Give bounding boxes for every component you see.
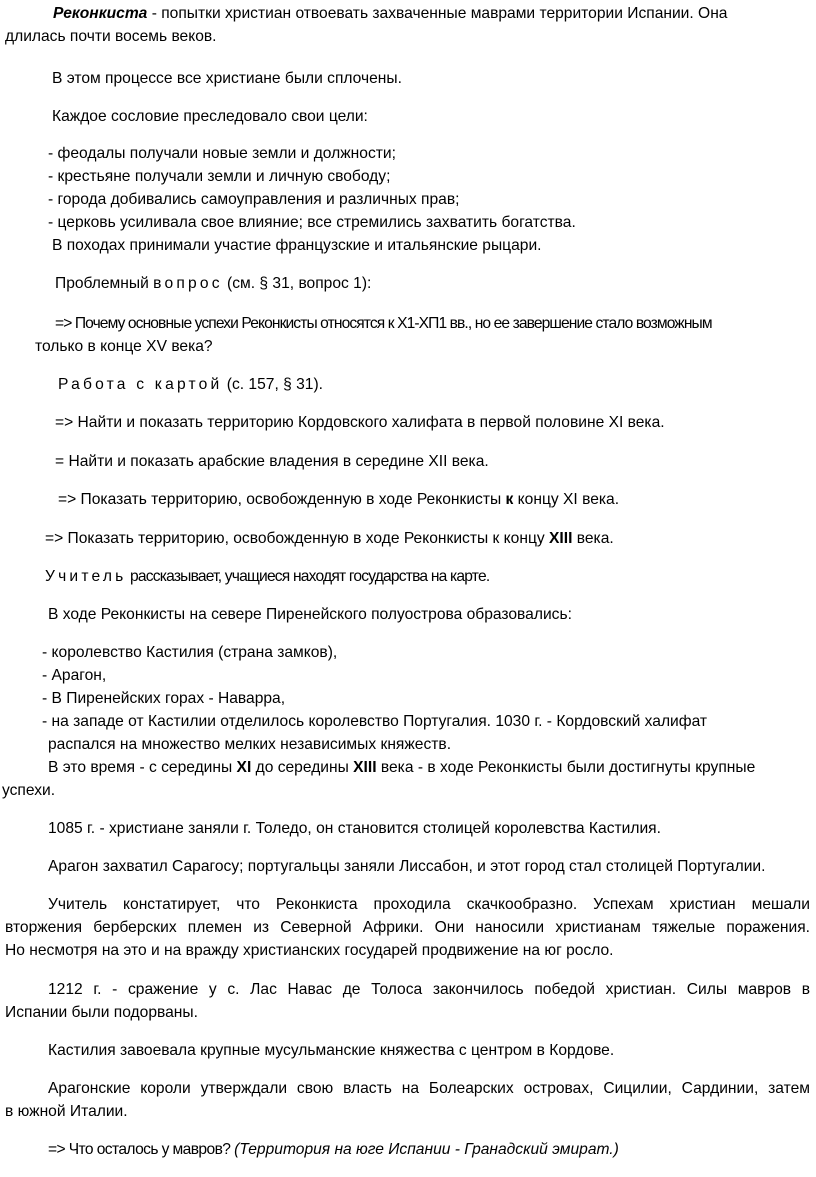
task-xi-pre: => Показать территорию, освобожденную в ходе Реконкисты bbox=[58, 491, 506, 508]
definition-text: - попытки христиан отвоевать захваченные маврами территории Испании. Она bbox=[147, 5, 728, 22]
goal-cities: - города добивались самоуправления и различных прав; bbox=[48, 191, 460, 208]
battle-line2: Испании были подорваны. bbox=[5, 1004, 198, 1021]
map-work-spaced: Работа с картой bbox=[58, 376, 223, 393]
final-question bbox=[48, 1139, 810, 1161]
teacher-spaced: Учитель bbox=[45, 568, 127, 585]
task-xiii-post: века. bbox=[572, 530, 614, 547]
question-line2: только в конце XV века? bbox=[35, 338, 213, 355]
period-xi: XI bbox=[236, 759, 252, 776]
aragon-line: Арагон захватил Сарагосу; португальцы заняли Лиссабон, и этот город стал столицей Португалии. bbox=[48, 858, 766, 875]
teacher-line bbox=[45, 566, 810, 588]
task-xiii bbox=[45, 528, 810, 550]
teacher2-line2: вторжения берберских племен из Северной Африки. Они наносили христианам тяжелые поражения. bbox=[5, 919, 810, 936]
battle-line1: 1212 г. - сражение у с. Лас Навас де Толоса закончилось победой христиан. Силы мавров в bbox=[48, 981, 810, 998]
aragon-kings-line1: Арагонские короли утверждали свою власть на Болеарских островах, Сицилии, Сардинии, затем bbox=[48, 1080, 810, 1097]
final-answer: (Территория на юге Испании - Гранадский эмират.) bbox=[234, 1141, 619, 1158]
period-post: века - в ходе Реконкисты были достигнуты крупные bbox=[376, 759, 756, 776]
final-q: => Что осталось у мавров? bbox=[48, 1141, 235, 1158]
unity-line: В этом процессе все христиане были сплочены. bbox=[52, 70, 402, 87]
map-work-heading bbox=[58, 374, 810, 396]
problem-lead: Проблемный bbox=[55, 275, 154, 292]
period-pre: В это время - с середины bbox=[48, 759, 237, 776]
task-xiii-pre: => Показать территорию, освобожденную в ходе Реконкисты к концу bbox=[45, 530, 550, 547]
castile-line: Кастилия завоевала крупные мусульманские княжества с центром в Кордове. bbox=[48, 1042, 615, 1059]
teacher2-line1: Учитель констатирует, что Реконкиста проходила скачкообразно. Успехам христиан мешали bbox=[48, 896, 810, 913]
kingdoms-intro: В ходе Реконкисты на севере Пиренейского полуострова образовались: bbox=[48, 606, 572, 623]
definition-line2: длилась почти восемь веков. bbox=[5, 28, 217, 45]
map-work-rest: (с. 157, § 31). bbox=[222, 376, 323, 393]
period-mid: до середины bbox=[251, 759, 354, 776]
goal-church: - церковь усиливала свое влияние; все стремились захватить богатства. bbox=[48, 214, 576, 231]
task-xi bbox=[58, 489, 810, 511]
task-cordoba: => Найти и показать территорию Кордовского халифата в первой половине XI века. bbox=[55, 414, 665, 431]
problem-question-heading bbox=[55, 273, 810, 295]
caliphate-breakup: распался на множество мелких независимых княжеств. bbox=[48, 736, 452, 753]
kingdom-aragon: - Арагон, bbox=[42, 667, 107, 684]
goal-feudals: - феодалы получали новые земли и должности; bbox=[48, 145, 396, 162]
question-line1: => Почему основные успехи Реконкисты относятся к Х1-ХП1 вв., но ее завершение стало возможным bbox=[55, 315, 712, 332]
kingdom-castile: - королевство Кастилия (страна замков), bbox=[42, 644, 338, 661]
task-xi-bold: к bbox=[505, 491, 514, 508]
task-arab: = Найти и показать арабские владения в середине XII века. bbox=[55, 453, 489, 470]
goal-peasants: - крестьяне получали земли и личную свободу; bbox=[48, 168, 391, 185]
teacher-rest: рассказывает, учащиеся находят государства на карте. bbox=[126, 568, 490, 585]
task-xi-post: концу XI века. bbox=[513, 491, 620, 508]
period-xiii: XIII bbox=[353, 759, 377, 776]
kingdom-navarre: - В Пиренейских горах - Наварра, bbox=[42, 690, 286, 707]
period-line2: успехи. bbox=[2, 782, 56, 799]
problem-spaced: вопрос bbox=[153, 275, 223, 292]
aragon-kings-line2: в южной Италии. bbox=[5, 1103, 128, 1120]
task-xiii-bold: XIII bbox=[549, 530, 573, 547]
kingdom-portugal: - на западе от Кастилии отделилось королевство Португалия. 1030 г. - Кордовский халифат bbox=[42, 713, 708, 730]
knights-line: В походах принимали участие французские и итальянские рыцари. bbox=[52, 237, 542, 254]
reconquista-definition bbox=[5, 3, 810, 25]
period-line1 bbox=[48, 757, 810, 779]
problem-rest: (см. § 31, вопрос 1): bbox=[222, 275, 372, 292]
teacher2-line3: Но несмотря на это и на вражду христианских государей продвижение на юг росло. bbox=[5, 942, 614, 959]
term-reconquista: Реконкиста bbox=[53, 5, 148, 22]
estates-intro: Каждое сословие преследовало свои цели: bbox=[52, 108, 368, 125]
toledo-line: 1085 г. - христиане заняли г. Толедо, он становится столицей королевства Кастилия. bbox=[48, 820, 661, 837]
